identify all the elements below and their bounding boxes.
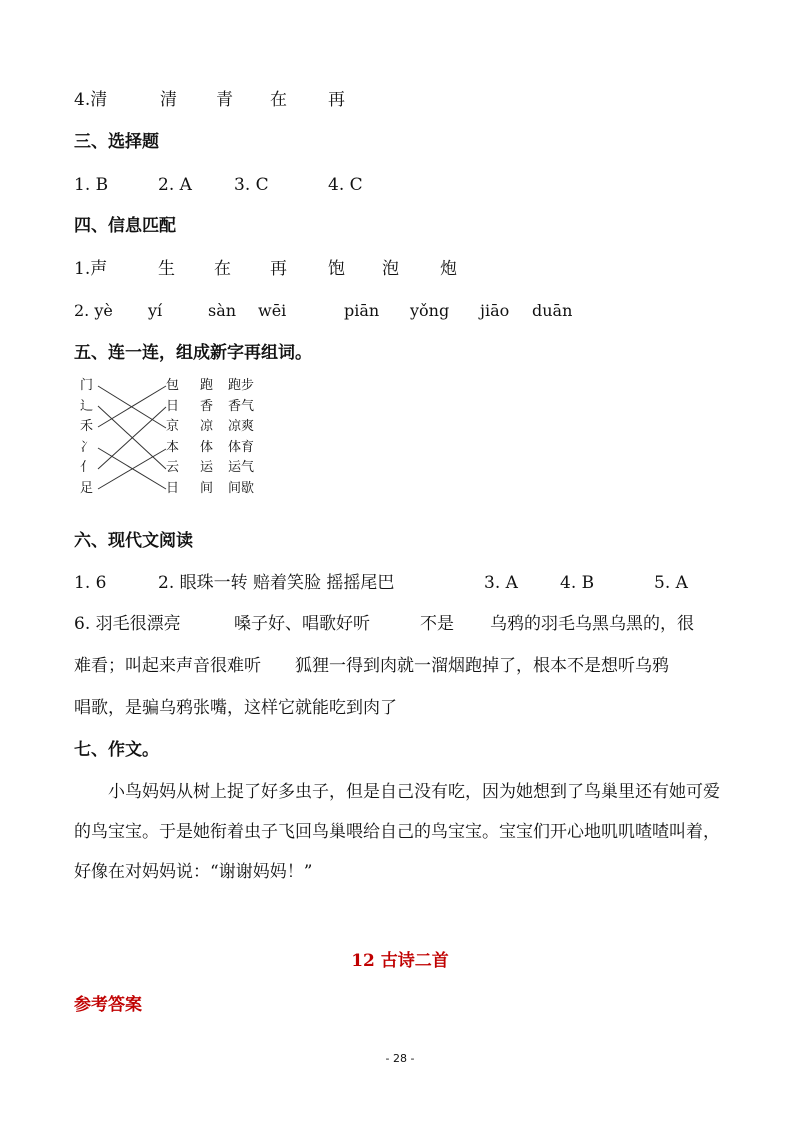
pinyin-item: piān: [344, 301, 380, 320]
choice-answers: [74, 173, 474, 197]
reading-answer: 5. A: [654, 573, 688, 593]
new-char-item: 运: [200, 460, 214, 475]
component-item: 云: [166, 460, 180, 475]
pinyin-item: duān: [532, 301, 573, 320]
fill-answer-line-4: [74, 88, 474, 112]
fill-answer-item: 4.清: [74, 90, 108, 110]
radical-item: 辶: [80, 398, 94, 414]
reading-answer: 6. 羽毛很漂亮: [74, 614, 181, 634]
match-info-item: 再: [270, 259, 287, 279]
reading-answer: 乌鸦的羽毛乌黑乌黑的，很: [490, 614, 694, 634]
match-info-item: 泡: [382, 259, 399, 279]
match-info-item: 在: [214, 259, 231, 279]
new-char-item: 跑: [200, 378, 214, 393]
pinyin-item: jiāo: [480, 301, 510, 320]
reading-answers-line-1: [74, 571, 726, 595]
word-item: 间歇: [228, 480, 255, 496]
reading-answers-line-4: 唱歌，是骗乌鸦张嘴，这样它就能吃到肉了: [74, 698, 397, 718]
radical-item: 亻: [80, 460, 94, 475]
pinyin-item: yǒng: [410, 301, 450, 320]
fill-answer-item: 在: [270, 90, 287, 110]
match-info-item: 1.声: [74, 259, 108, 279]
word-item: 运气: [228, 460, 255, 475]
reading-answer: 3. A: [484, 573, 518, 593]
fill-answer-item: 青: [216, 90, 233, 110]
reading-answer: 嗓子好、唱歌好听: [234, 614, 370, 634]
reading-answer: 4. B: [560, 573, 595, 593]
composition-paragraph: 小鸟妈妈从树上捉了好多虫子，但是自己没有吃，因为她想到了鸟巢里还有她可爱的鸟宝宝。于是她衔着虫子飞回鸟巢喂给自己的鸟宝宝。宝宝们开心地叽叽喳喳叫着，好像在对妈妈说：“谢谢妈妈！”: [74, 782, 720, 882]
word-item: 香气: [228, 398, 255, 414]
match-info-line-2: [74, 299, 594, 323]
connect-word-column: [228, 376, 254, 499]
radical-item: 冫: [80, 439, 94, 455]
section-heading-reading: 六、现代文阅读: [74, 531, 193, 551]
new-char-item: 凉: [200, 419, 214, 434]
word-item: 体育: [228, 439, 255, 455]
section-heading-match-info: 四、信息匹配: [74, 216, 176, 236]
radical-item: 门: [80, 378, 94, 393]
match-info-item: 饱: [328, 259, 345, 279]
radical-item: 禾: [80, 419, 94, 434]
component-item: 日: [166, 480, 180, 496]
section-heading-choice: 三、选择题: [74, 132, 159, 152]
answer-label: 参考答案: [74, 995, 142, 1015]
page-number: - 28 -: [385, 1052, 415, 1065]
match-info-item: 生: [158, 259, 175, 279]
new-char-item: 香: [200, 398, 214, 414]
choice-answer: 2. A: [158, 175, 192, 195]
match-info-item: 炮: [440, 259, 457, 279]
radical-item: 足: [80, 480, 94, 496]
component-item: 日: [166, 398, 180, 414]
new-char-item: 体: [200, 439, 214, 455]
component-item: 包: [166, 378, 180, 393]
fill-answer-item: 再: [328, 90, 345, 110]
reading-answers-line-2: [74, 612, 726, 636]
pinyin-item: 2. yè: [74, 301, 113, 320]
reading-answer: 1. 6: [74, 573, 107, 593]
section-heading-connect: 五、连一连，组成新字再组词。: [74, 343, 312, 363]
choice-answer: 4. C: [328, 175, 363, 195]
reading-answer: 2. 眼珠一转 赔着笑脸 摇摇尾巴: [158, 573, 395, 593]
choice-answer: 1. B: [74, 175, 109, 195]
new-char-item: 间: [200, 480, 214, 496]
fill-answer-item: 清: [160, 90, 177, 110]
lesson-title: 12 古诗二首: [351, 951, 449, 971]
choice-answer: 3. C: [234, 175, 269, 195]
connect-left-column: [80, 376, 93, 499]
pinyin-item: sàn: [208, 301, 237, 320]
component-item: 本: [166, 439, 180, 455]
section-heading-composition: 七、作文。: [74, 740, 159, 760]
pinyin-item: wēi: [258, 301, 287, 320]
connect-diagram: [80, 378, 280, 502]
word-item: 跑步: [228, 378, 255, 393]
pinyin-item: yí: [148, 301, 163, 320]
reading-answer: 不是: [420, 614, 454, 634]
reading-answers-line-3: 难看；叫起来声音很难听 狐狸一得到肉就一溜烟跑掉了，根本不是想听乌鸦: [74, 656, 669, 676]
word-item: 凉爽: [228, 419, 255, 434]
match-info-line-1: [74, 257, 574, 281]
component-item: 京: [166, 419, 180, 434]
connect-middle-column: [166, 376, 179, 499]
connect-char-column: [200, 376, 213, 499]
